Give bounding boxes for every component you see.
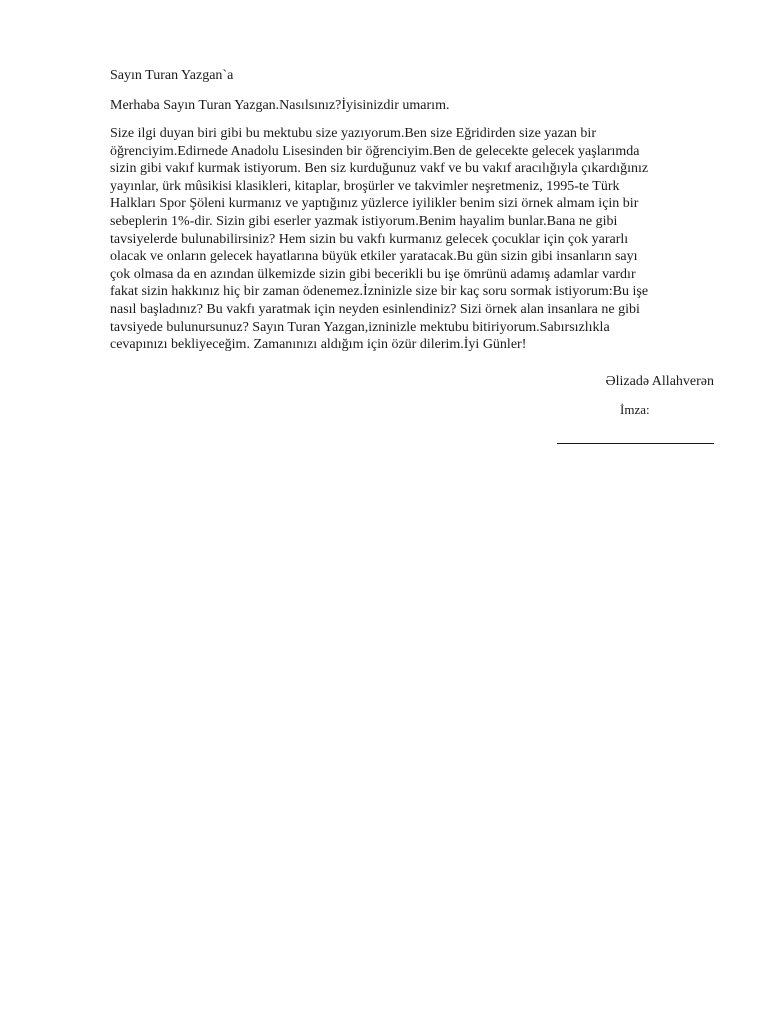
greeting: Merhaba Sayın Turan Yazgan.Nasılsınız?İyisinizdir umarım. (110, 98, 450, 113)
body-line: Halkları Spor Şöleni kurmanız ve yaptığınız yüzlerce iyilikler benim sizi örnek almam için bir (110, 196, 639, 212)
body-line: olacak ve onların gelecek hayatlarına büyük etkiler yaratacak.Bu gün sizin gibi insanların sayı (110, 249, 638, 265)
body-line: yayınlar, ürk mûsikisi klasikleri, kitaplar, broşürler ve takvimler neşretmeniz, 1995-te Türk (110, 178, 620, 194)
letter-body (110, 125, 720, 354)
body-line: öğrenciyim.Edirnede Anadolu Lisesinden bir öğrenciyim.Ben de gelecekte gelecek yaşlarımda (110, 143, 640, 159)
body-line: fakat sizin hakkınız hiç bir zaman ödenemez.İzninizle size bir kaç soru sormak istiyorum:Bu işe (110, 284, 649, 300)
body-line: sebeplerin 1%-dir. Sizin gibi eserler yazmak istiyorum.Benim hayalim bunlar.Bana ne gibi (110, 213, 618, 229)
body-line: çok olmasa da en azından ülkemizde sizin gibi becerikli bu işe ömrünü adamış adamlar vardır (110, 266, 636, 282)
body-line: tavsiyelerde bulunabilirsiniz? Hem sizin bu vakfı kurmanız gelecek çocuklar için çok yararlı (110, 231, 629, 247)
signer-name: Əlizadə Allahverən (605, 374, 714, 389)
body-line: nasıl başladınız? Bu vakfı yaratmak için neyden esinlendiniz? Sizi örnek alan insanlara ne gibi (110, 301, 640, 317)
salutation: Sayın Turan Yazgan`a (110, 68, 234, 83)
signature-line (557, 443, 714, 444)
body-line: sizin gibi vakıf kurmak istiyorum. Ben siz kurduğunuz vakf ve bu vakıf aracılığıyla çıkardığınız (110, 161, 649, 177)
body-line: cevapınızı bekliyeceğim. Zamanınızı aldığım için özür dilerim.İyi Günler! (110, 337, 527, 353)
body-line: tavsiyede bulunursunuz? Sayın Turan Yazgan,izninizle mektubu bitiriyorum.Sabırsızlıkla (110, 319, 610, 335)
signature-label: İmza: (620, 402, 650, 417)
body-line: Size ilgi duyan biri gibi bu mektubu size yazıyorum.Ben size Eğridirden size yazan bir (110, 126, 596, 141)
